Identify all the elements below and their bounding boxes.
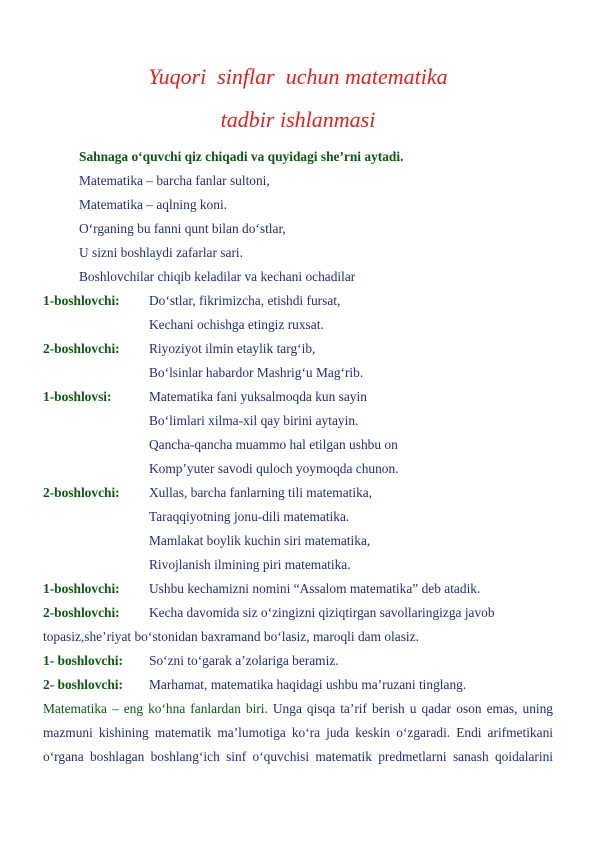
paragraph-lead-rest: Unga qisqa ta’rif berish u qadar oson emas, uning [267, 701, 553, 716]
dialogue-line: Kechani ochishga etingiz ruxsat. [149, 317, 324, 332]
dialogue-line: Do‘stlar, fikrimizcha, etishdi fursat, [149, 293, 341, 308]
document-title-line-2: tadbir ishlanmasi [220, 107, 376, 132]
dialogue-line: Qancha-qancha muammo hal etilgan ushbu on [149, 437, 398, 452]
dialogue-line: So‘zni to‘garak a’zolariga beramiz. [149, 653, 339, 668]
speaker-label: 1-boshlovchi: [43, 581, 120, 596]
dialogue-line: Rivojlanish ilmining piri matematika. [149, 557, 351, 572]
dialogue-line: Riyoziyot ilmin etaylik targ‘ib, [149, 341, 316, 356]
speaker-label: 2-boshlovchi: [43, 485, 120, 500]
hosts-direction: Boshlovchilar chiqib keladilar va kechani ochadilar [79, 269, 356, 284]
dialogue-line: Komp’yuter savodi quloch yoymoqda chunon. [149, 461, 399, 476]
dialogue-line: Ushbu kechamizni nomini “Assalom matematika” deb atadik. [149, 581, 481, 596]
speaker-label: 1- boshlovchi: [43, 653, 123, 668]
poem-line: Matematika – barcha fanlar sultoni, [79, 173, 270, 188]
paragraph-lead: Matematika – eng ko‘hna fanlardan biri. [43, 701, 268, 716]
dialogue-line: Taraqqiyotning jonu-dili matematika. [149, 509, 350, 524]
dialogue-line: Mamlakat boylik kuchin siri matematika, [149, 533, 371, 548]
paragraph-line [43, 701, 553, 717]
speaker-label: 2- boshlovchi: [43, 677, 123, 692]
paragraph-line: mazmuni kishining matematik ma’lumotiga ko‘ra juda keskin o‘zgaradi. Endi arifmetikani [43, 725, 553, 740]
speaker-label: 2-boshlovchi: [43, 605, 120, 620]
dialogue-line: Kecha davomida siz o‘zingizni qiziqtirgan savollaringizga javob [149, 605, 495, 620]
dialogue-continuation: topasiz,she’riyat bo‘stonidan baxramand bo‘lasiz, maroqli dam olasiz. [43, 629, 419, 644]
speaker-label: 1-boshlovchi: [43, 293, 120, 308]
speaker-label: 2-boshlovchi: [43, 341, 120, 356]
poem-line: Matematika – aqlning koni. [79, 197, 228, 212]
document-title-line-1: Yuqori sinflar uchun matematika [148, 64, 448, 89]
speaker-label: 1-boshlovsi: [43, 389, 112, 404]
dialogue-line: Xullas, barcha fanlarning tili matematika, [149, 485, 373, 500]
poem-line: U sizni boshlaydi zafarlar sari. [79, 245, 243, 260]
dialogue-line: Matematika fani yuksalmoqda kun sayin [149, 389, 367, 404]
stage-direction: Sahnaga o‘quvchi qiz chiqadi va quyidagi she’rni aytadi. [79, 149, 404, 164]
dialogue-line: Bo‘limlari xilma-xil qay birini aytayin. [149, 413, 359, 428]
dialogue-line: Marhamat, matematika haqidagi ushbu ma’ruzani tinglang. [149, 677, 467, 692]
poem-line: O‘rganing bu fanni qunt bilan do‘stlar, [79, 221, 286, 236]
paragraph-line: o‘rgana boshlagan boshlang‘ich sinf o‘quvchisi matematik predmetlarni sanash qoidalarini [43, 749, 553, 764]
dialogue-line: Bo‘lsinlar habardor Mashrig‘u Mag‘rib. [149, 365, 364, 380]
